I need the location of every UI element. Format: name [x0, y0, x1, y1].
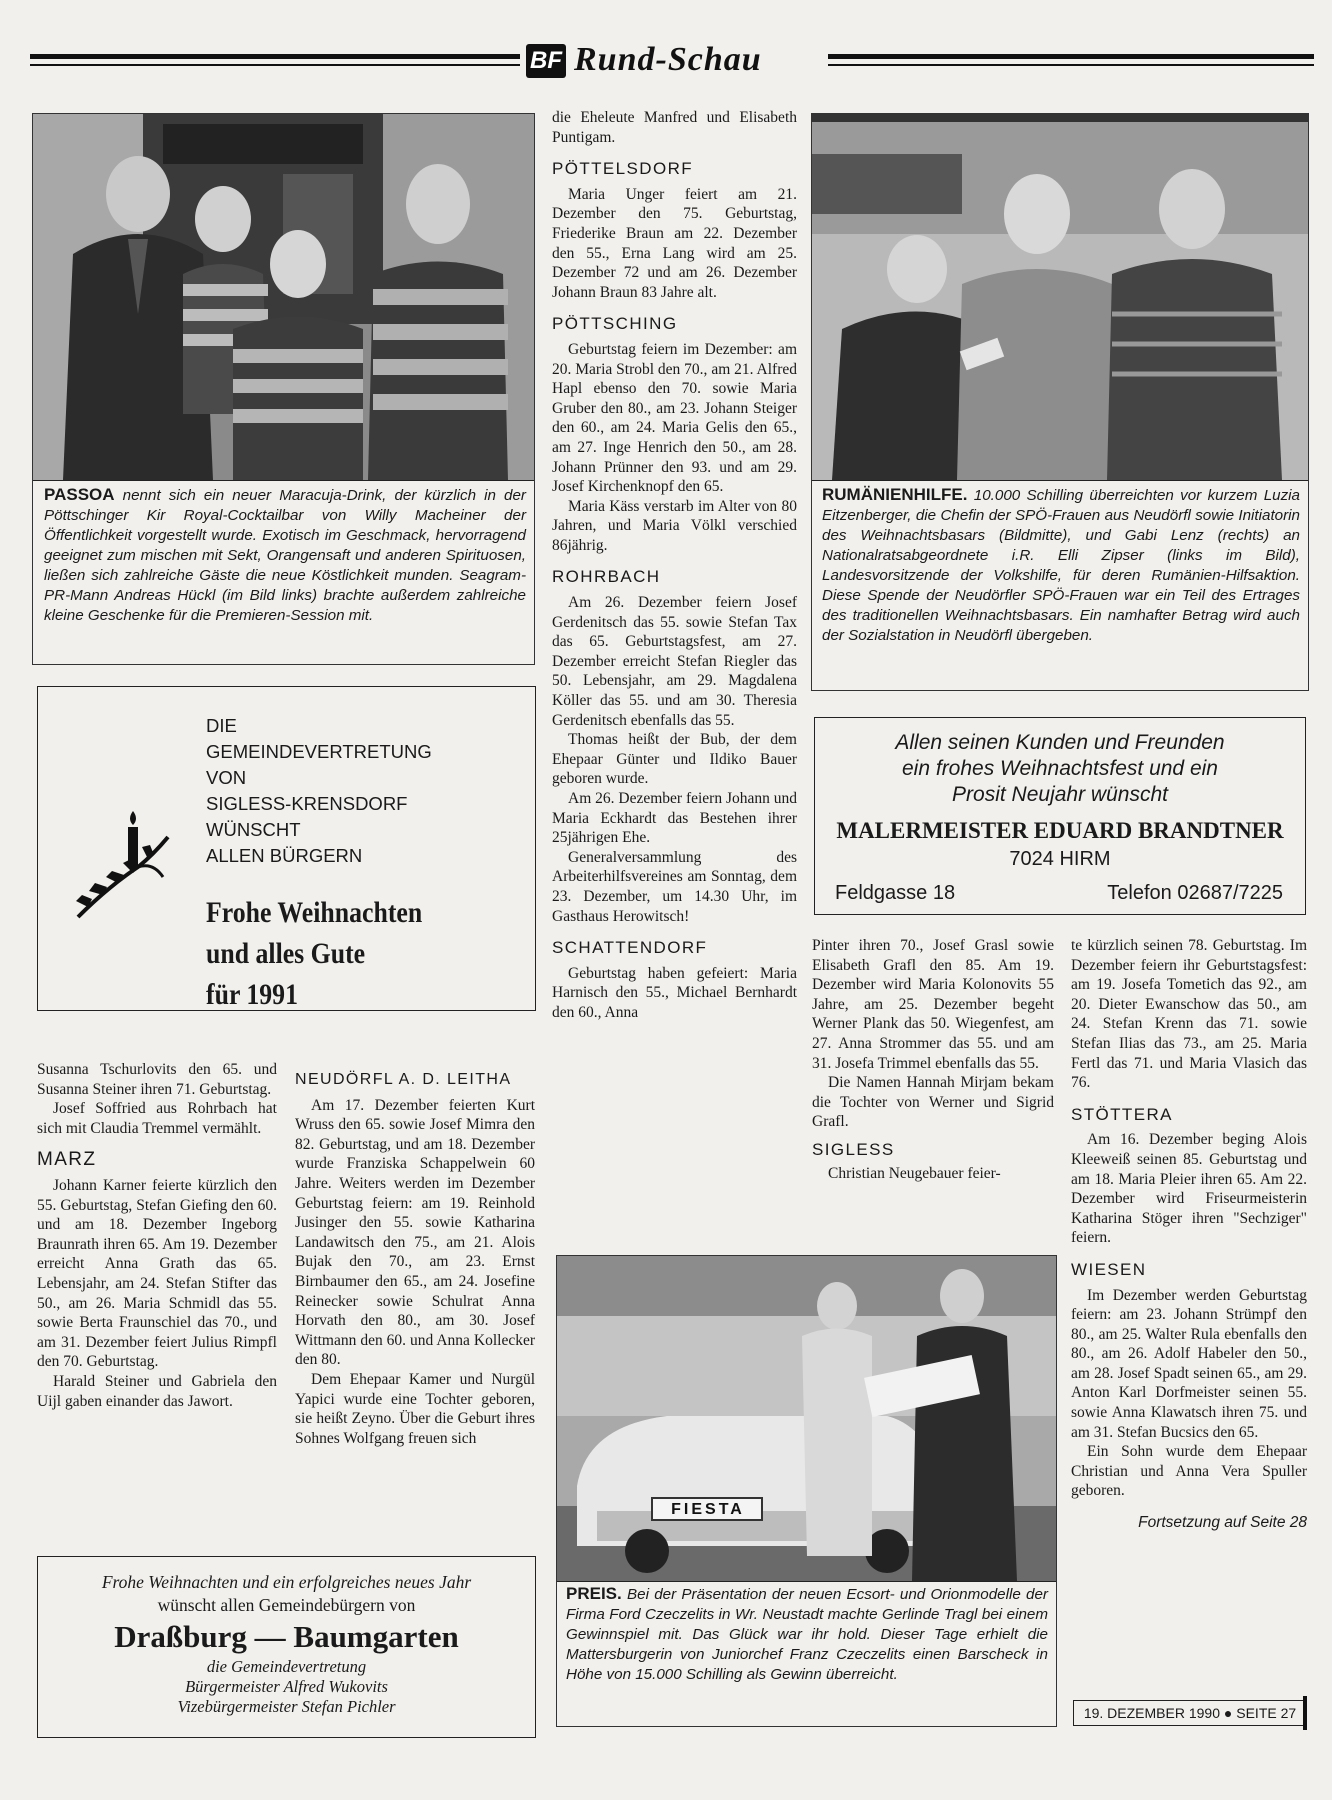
- footer-date: 19. DEZEMBER 1990: [1083, 1705, 1220, 1721]
- ad-drassburg-baumgarten: [37, 1556, 536, 1738]
- heading-rohrbach: ROHRBACH: [552, 567, 661, 587]
- ad-brandtner-street: Feldgasse 18: [835, 882, 956, 904]
- ad-sigless-greeting-3: für 1991: [206, 978, 298, 1011]
- heading-sigless: SIGLESS: [812, 1139, 895, 1159]
- caption-preis-frame: [556, 1255, 1057, 1727]
- heading-poettsching: PÖTTSCHING: [552, 314, 678, 334]
- ad-sigless-greeting-2: und alles Gute: [206, 937, 366, 970]
- colA-marz-1: Johann Karner feierte kürzlich den 55. Geburtstag, Stefan Giefing den 60. und am 18. Dezember Ingeborg Braunrath ihren 65. Am 19. Dezember erreicht Anna Grath das 65. Lebensjahr, am 24. Stefan Stifter das 50., am 26. Maria Schmidl das 55. sowie Berta Fraunschiel das 70., und am 31. Dezember feiert Julius Rimpfl den 70. Geburtstag.: [37, 1176, 277, 1371]
- col2-poettelsdorf: Maria Unger feiert am 21. Dezember den 75. Geburtstag, Friederike Braun am 22. Dezember den 55., Erna Lang wird am 25. Dezember 72 und am 26. Dezember Johann Braun 83 Jahre alt.: [552, 185, 797, 301]
- heading-schattendorf: SCHATTENDORF: [552, 938, 708, 958]
- ad-sigless-line4: SIGLESS-KRENSDORF: [206, 793, 408, 814]
- caption-passoa-lead: PASSOA: [44, 485, 115, 504]
- ad-sigless-line2: GEMEINDEVERTRETUNG: [206, 741, 432, 762]
- section-title: Rund-Schau: [574, 41, 762, 78]
- column-middle: [552, 108, 797, 1023]
- ad-drassburg-line4: Bürgermeister Alfred Wukovits: [185, 1677, 388, 1696]
- colC-p2: Die Namen Hannah Mirjam bekam die Tochter von Werner und Sigrid Grafl.: [812, 1074, 1054, 1131]
- ad-brandtner-line3: Prosit Neujahr wünscht: [952, 783, 1168, 806]
- col2-poettsching-1: Geburtstag feiern im Dezember: am 20. Maria Strobl den 70., am 21. Alfred Hapl ebenso den 70. sowie Maria Gruber den 80., am 23. Johann Steiger den 60., am 24. Maria Gelis den 65., am 27. Inge Henrich den 50., am 28. Johann Prünner den 93. und am 29. Josef Kirchenknopf den 65.: [552, 340, 797, 496]
- ad-sigless-line5: WÜNSCHT: [206, 819, 301, 840]
- colD-p3: Im Dezember werden Geburtstag feiern: am 23. Johann Strümpf den 80., am 25. Walter Rula ebenfalls den 80., am 26. Adolf Habeler den 50., am 28. Josef Spadt seinen 65., am 29. Anton Karl Dorfmeister seinen 55. sowie Anna Klawatsch ihren 75. und am 31. Stefan Bucsics den 65.: [1071, 1286, 1307, 1441]
- heading-stoettera: STÖTTERA: [1071, 1104, 1173, 1124]
- ad-sigless-text: [206, 713, 506, 869]
- caption-rumaenienhilfe-lead: RUMÄNIENHILFE.: [822, 485, 968, 504]
- colC-p3: Christian Neugebauer feier-: [828, 1164, 1001, 1182]
- caption-preis-lead: PREIS.: [566, 1584, 622, 1603]
- column-bottom-a: [37, 1060, 277, 1411]
- heading-wiesen: WIESEN: [1071, 1259, 1147, 1279]
- colB-neudoerfl-2: Dem Ehepaar Kamer und Nurgül Yapici wurde eine Tochter geboren, sie heißt Zeyno. Über die Geburt ihres Sohnes Wolfgang freuen sich: [295, 1370, 535, 1447]
- ad-brandtner: [814, 717, 1306, 915]
- page-footer: [1073, 1700, 1307, 1726]
- colA-marz-2: Harald Steiner und Gabriela den Uijl gaben einander das Jawort.: [37, 1372, 277, 1410]
- column-bottom-d: [1071, 936, 1307, 1533]
- col2-rohrbach-2: Thomas heißt der Bub, der dem Ehepaar Günter und Ildiko Bauer geboren wurde.: [552, 731, 797, 788]
- footer-bullet: ●: [1223, 1705, 1233, 1721]
- colB-neudoerfl-1: Am 17. Dezember feierten Kurt Wruss den 65. sowie Josef Mimra den 82. Geburtstag, und am 18. Dezember wurde Franziska Schappelwein 60 Jahre. Weiters werden im Dezember Geburtstag feiern: am 19. Reinhold Jusinger den 55. sowie Katharina Landawitsch den 75., am 21. Alois Bujak den 70., am 23. Ernst Birnbaumer den 65., am 24. Josefine Reinecker sowie Schulrat Anna Horvath den 80., am 30. Josef Wittmann den 60. und Anna Kollecker den 80.: [295, 1096, 535, 1369]
- ad-drassburg-name: Draßburg — Baumgarten: [114, 1619, 459, 1654]
- col2-rohrbach-4: Generalversammlung des Arbeiterhilfsvereines am Sonntag, dem 23. Dezember, um 14.30 Uhr, im Gasthaus Herowitsch!: [552, 848, 797, 925]
- colC-p1: Pinter ihren 70., Josef Grasl sowie Elisabeth Grafl den 85. Am 19. Dezember wird Maria Kolonovits 55 Jahre, am 25. Dezember begeht Werner Plank das 50. Wiegenfest, am 27. Anna Strommer das 55. und am 31. Josefa Trimmel ebenfalls das 55.: [812, 937, 1054, 1072]
- colD-continued: Fortsetzung auf Seite 28: [1138, 1514, 1307, 1532]
- ad-sigless-greeting-1: Frohe Weihnachten: [206, 896, 423, 929]
- section-logo: BF: [526, 44, 566, 78]
- heading-poettelsdorf: PÖTTELSDORF: [552, 159, 694, 179]
- column-bottom-c: [812, 936, 1054, 1183]
- col2-rohrbach-3: Am 26. Dezember feiern Johann und Maria Eckhardt das Bestehen ihrer 25jährigen Ehe.: [552, 790, 797, 847]
- car-plate: FIESTA: [671, 1501, 745, 1518]
- column-bottom-b: [295, 1060, 535, 1448]
- heading-neudoerfl: NEUDÖRFL A. D. LEITHA: [295, 1071, 512, 1088]
- footer-rule: [1303, 1696, 1307, 1730]
- col2-schattendorf: Geburtstag haben gefeiert: Maria Harnisch den 55., Michael Bernhardt den 60., Anna: [552, 964, 797, 1021]
- ad-brandtner-city: 7024 HIRM: [1009, 848, 1111, 870]
- col2-intro: die Eheleute Manfred und Elisabeth Puntigam.: [552, 109, 797, 146]
- colA-soffried: Josef Soffried aus Rohrbach hat sich mit Claudia Tremmel vermählt.: [37, 1100, 277, 1137]
- ad-sigless-greeting: [206, 892, 464, 1015]
- ad-brandtner-name: MALERMEISTER EDUARD BRANDTNER: [836, 818, 1284, 843]
- ad-drassburg-line5: Vizebürgermeister Stefan Pichler: [177, 1697, 396, 1716]
- heading-marz: MARZ: [37, 1149, 97, 1171]
- ad-drassburg-line3: die Gemeindevertretung: [206, 1657, 367, 1676]
- colA-cont: Susanna Tschurlovits den 65. und Susanna Steiner ihren 71. Geburtstag.: [37, 1061, 277, 1098]
- caption-passoa-frame: [32, 113, 535, 665]
- caption-rumaenienhilfe-text: 10.000 Schilling überreichten vor kurzem Luzia Eitzenberger, die Chefin der SPÖ-Frauen aus Neudörfl sowie Initiatorin des Weihnachtsbasars (Bildmitte), und Gabi Lenz (rechts) an Nationalratsabgeordnete i.R. Elli Zipser (links im Bild), Landesvorsitzende der Volkshilfe, für deren Rumänien-Hilfsaktion. Diese Spende der Neudörfler SPÖ-Frauen war ein Teil des Ertrages des traditionellen Weihnachtsbasars. Ein namhafter Betrag wird auch der Sozialstation in Neudörfl übergeben.: [822, 487, 1300, 644]
- header-rule-right: [828, 54, 1314, 59]
- ad-drassburg-line2: wünscht allen Gemeindebürgern von: [157, 1595, 416, 1615]
- caption-rumaenienhilfe-frame: [811, 113, 1309, 691]
- col2-rohrbach-1: Am 26. Dezember feiern Josef Gerdenitsch das 55. sowie Stefan Tax das 65. Geburtstagsfest, am 27. Dezember erreicht Stefan Riegler das 50. Lebensjahr, am 29. Magdalena Köller das 55. und am 30. Theresia Gerdenitsch ebenfalls das 55.: [552, 594, 797, 729]
- caption-passoa-text: nennt sich ein neuer Maracuja-Drink, der kürzlich in der Pöttschinger Kir Royal-Cocktailbar von Willy Macheiner der Öffentlichkeit vorgestellt wurde. Exotisch im Geschmack, hervorragend geeignet zum mischen mit Sekt, Orangensaft und anderen Spirituosen, ließen sich zahlreiche Gäste die neue Köstlichkeit munden. Seagram-PR-Mann Andreas Hückl (im Bild links) brachte außerdem zahlreiche kleine Geschenke für die Premieren-Session mit.: [44, 487, 526, 624]
- ad-sigless-line1: DIE: [206, 715, 237, 736]
- colD-p2: Am 16. Dezember beging Alois Kleeweiß seinen 85. Geburtstag und am 18. Maria Pleier ihren 65. Am 22. Dezember wird Friseurmeisterin Katharina Stöger ihren "Sechziger" feiern.: [1071, 1131, 1307, 1247]
- footer-page: SEITE 27: [1236, 1705, 1297, 1721]
- header-rule-right-thin: [828, 64, 1314, 66]
- colD-p1: te kürzlich seinen 78. Geburtstag. Im Dezember feiern ihr Geburtstagsfest: am 19. Josefa Tometich das 92., am 20. Dieter Ewanschow das 50., am 24. Stefan Krenn das 71. sowie Stefan Ilias das 73., am 25. Maria Fertl das 71. und Maria Vlasich das 76.: [1071, 937, 1307, 1092]
- col2-poettsching-2: Maria Käss verstarb im Alter von 80 Jahren, und Maria Völkl verschied 86jährig.: [552, 497, 797, 554]
- caption-preis-text: Bei der Präsentation der neuen Ecsort- und Orionmodelle der Firma Ford Czeczelits in Wr. Neustadt machte Gerlinde Tragl bei einem Gewinnspiel mit. Das Glück war ihr hold. Dieser Tage erhielt die Mattersburgerin von Juniorchef Franz Czeczelits einen Barscheck in Höhe von 15.000 Schilling als Gewinn überreicht.: [566, 1586, 1048, 1683]
- ad-sigless-line6: ALLEN BÜRGERN: [206, 845, 363, 866]
- candle-branch-icon: [68, 807, 178, 927]
- ad-brandtner-phone: Telefon 02687/7225: [1107, 882, 1283, 904]
- ad-brandtner-line1: Allen seinen Kunden und Freunden: [895, 731, 1225, 754]
- ad-brandtner-line2: ein frohes Weihnachtsfest und ein: [902, 757, 1218, 780]
- header-rule-left: [30, 54, 520, 59]
- ad-sigless-line3: VON: [206, 767, 247, 788]
- colD-p4: Ein Sohn wurde dem Ehepaar Christian und Anna Vera Spuller geboren.: [1071, 1443, 1307, 1500]
- ad-drassburg-line1: Frohe Weihnachten und ein erfolgreiches neues Jahr: [101, 1572, 472, 1592]
- ad-sigless-krensdorf: [37, 686, 536, 1011]
- header-rule-left-thin: [30, 64, 520, 66]
